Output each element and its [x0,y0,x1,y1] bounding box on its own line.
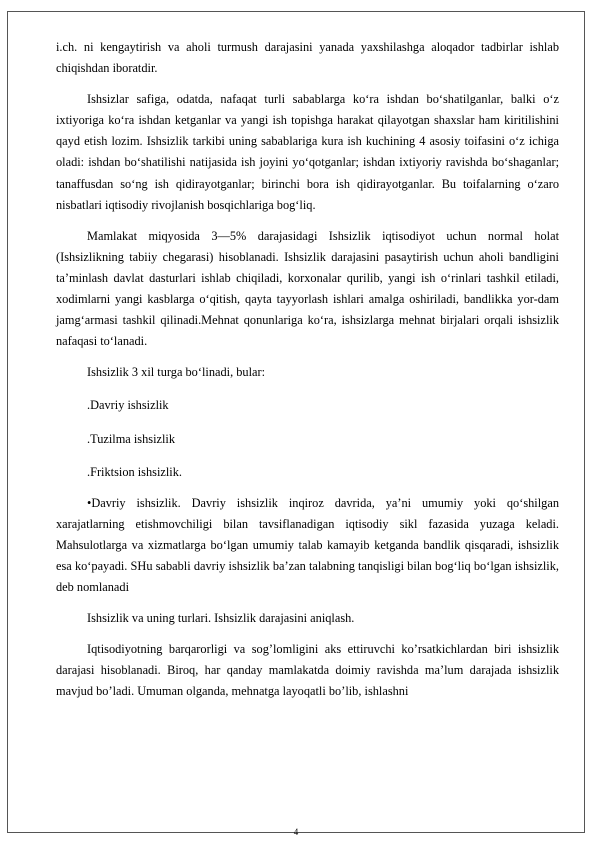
paragraph-unemployment-rate: Iqtisodiyotning barqarorligi va sog’lomligini aks ettiruvchi ko’rsatkichlardan biri ishsizlik darajasi hisoblanadi. Biroq, har qanday mamlakatda doimiy ravishda ma’lum darajada ishsizlik mavjud bo’ladi. Umuman olganda, mehnatga layoqatli bo’lib, ishlashni [56,642,559,699]
paragraph-types-intro: Ishsizlik 3 xil turga boʻlinadi, bular: [87,365,266,380]
document-page [7,11,585,837]
paragraph-unemployed-categories: Ishsizlar safiga, odatda, nafaqat turli sabablarga koʻra ishdan boʻshatilganlar, balki oʻz ixtiyoriga koʻra ishdan ketganlar va yangi ish topishga harakat qilayotgan shaxslar ham kiritilishini qayd etish lozim. Ishsizlik tarkibi uning sabablariga kura ish kuchining 4 asosiy toifasini oʻz ichiga oladi: ishdan boʻshatilishi natijasida ish joyini yoʻqotganlar; ishdan ixtiyoriy ravishda boʻshaganlar; tanaffusdan soʻng ish qidirayotganlar; birinchi bora ish qidirayotganlar. Bu toifalarning oʻzaro nisbatlari iqtisodiy rivojlanish bosqichlariga bogʻliq. [56,92,559,212]
section-heading-line: Ishsizlik va uning turlari. Ishsizlik darajasini aniqlash. [87,611,355,626]
page-number: 4 [293,827,299,837]
list-item-structural: .Tuzilma ishsizlik [87,431,176,446]
paragraph-continuation: i.ch. ni kengaytirish va aholi turmush darajasini yanada yaxshilashga aloqador tadbirlar ishlab chiqishdan iboratdir. [56,40,559,76]
list-item-frictional: .Friktsion ishsizlik. [87,464,182,479]
paragraph-natural-rate: Mamlakat miqyosida 3—5% darajasidagi Ishsizlik iqtisodiyot uchun normal holat (Ishsizlikning tabiiy chegarasi) hisoblanadi. Ishsizlik darajasini pasaytirish uchun aholi bandligini taʼminlash davlat dasturlari ishlab chiqiladi, korxonalar qurilib, yangi ish oʻrinlari tashkil etiladi, xodimlarni yangi kasblarga oʻqitish, qayta tayyorlash ishlari amalga oshiriladi, bandlikka yor-dam jamgʻarmasi tashkil qilinadi.Mehnat qonunlariga koʻra, ishsizlarga mehnat birjalari orqali ishsizlik nafaqasi toʻlanadi. [56,228,559,349]
list-item-cyclical: .Davriy ishsizlik [87,398,169,413]
paragraph-cyclical-definition: •Davriy ishsizlik. Davriy ishsizlik inqiroz davrida, ya’ni umumiy yoki qo‘shilgan xarajatlarning etishmovchiligi bilan tavsiflanadigan iqtisodiy sikl fazasida yuzaga keladi. Mahsulotlarga va xizmatlarga bo‘lgan umumiy talab kamayib ketganda bandlik qisqaradi, ishsizlik esa ko‘payadi. SHu sababli davriy ishsizlik ba’zan talabning tanqisligi bilan bog‘liq bo‘lgan ishsizlik, deb nomlanadi [56,495,559,595]
document-body [56,37,559,703]
